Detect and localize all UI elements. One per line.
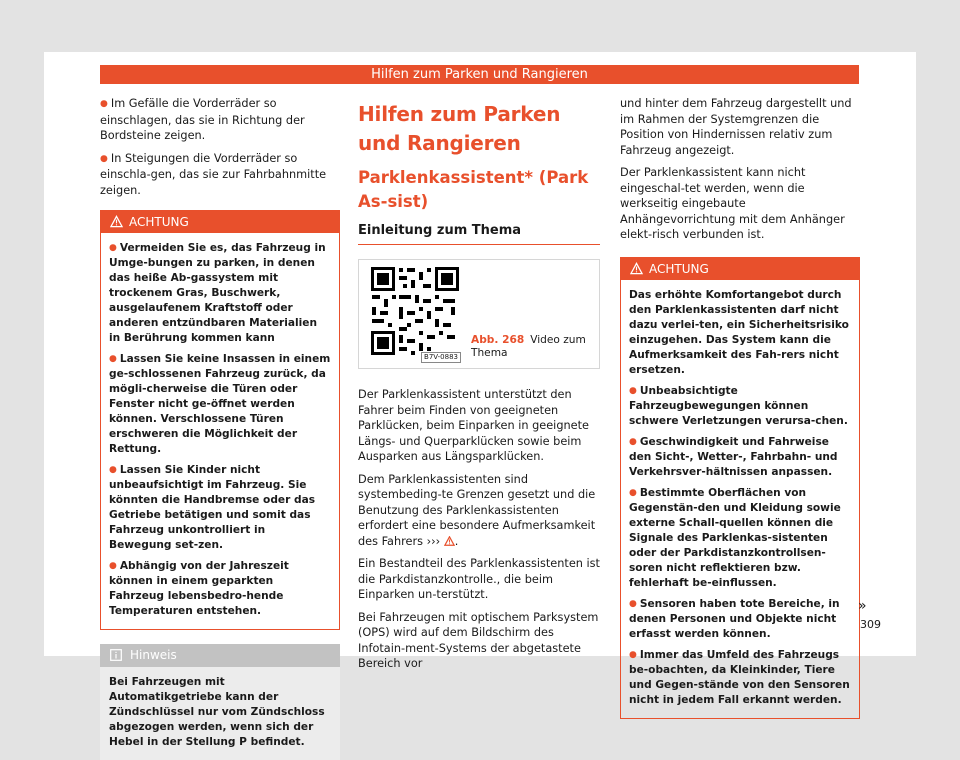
warning-triangle-icon [110,215,123,228]
warning-title: ACHTUNG [649,261,709,276]
column-left [100,96,340,760]
warning-header [621,258,859,280]
list-item: ● In Steigungen die Vorderräder so einschla-gen, das sie zur Fahrbahnmitte zeigen. [100,151,327,197]
list-item: ● Abhängig von der Jahreszeit können in einem geparkten Fahrzeug lebensbedro-hende Temperaturen entstehen. [109,560,289,617]
hint-header [100,644,340,667]
paragraph: Bei Fahrzeugen mit optischem Parksystem (OPS) wird auf dem Bildschirm des Infotain-ment-Systems der abgetastete Bereich vor [358,610,599,670]
running-header: Hilfen zum Parken und Rangieren [100,65,859,84]
list-item: ● Immer das Umfeld des Fahrzeugs be-obachten, da Kleinkinder, Tiere und Gegen-stände von den Sensoren nicht in jedem Fall erkannt werden. [629,648,850,706]
figure-video[interactable] [358,259,600,369]
paragraph: und hinter dem Fahrzeug dargestellt und im Rahmen der Systemgrenzen die Position von Hindernissen relativ zum Fahrzeug angezeigt. [620,97,852,157]
list-item: ● Sensoren haben tote Bereiche, in denen Personen und Objekte nicht erfasst werden können. [629,597,840,640]
list-item: ● Lassen Sie Kinder nicht unbeaufsichtigt im Fahrzeug. Sie könnten die Handbremse oder das Getriebe betätigen und somit das Fahrzeug unkontrolliert in Bewegung set-zen. [109,464,316,551]
hint-text: Bei Fahrzeugen mit Automatikgetriebe kann der Zündschlüssel nur vom Zündschloss abgezogen werden, wenn sich der Hebel in der Stellung P befindet. [109,676,325,748]
paragraph: Der Parklenkassistent unterstützt den Fahrer beim Finden von geeigneten Parklücken, beim Einparken in geeignete Längs- und Querparklücken sowie beim Ausparken aus Längsparklücken. [358,388,589,463]
warning-box [620,257,860,719]
list-item: ● Unbeabsichtigte Fahrzeugbewegungen können schwere Verletzungen verursa-chen. [629,384,848,427]
hint-box [100,644,340,760]
section-title: Hilfen zum Parken und Rangieren [358,102,561,155]
warning-box [100,210,340,630]
column-right [620,96,860,719]
paragraph: Ein Bestandteil des Parklenkassistenten ist die Parkdistanzkontrolle., die beim Einparken un-terstützt. [358,557,600,601]
caption-text: Video zum Thema [471,334,586,359]
page-number: 309 [860,618,881,631]
body-text [358,387,600,672]
info-icon [110,649,122,661]
list-item: ● Geschwindigkeit und Fahrweise den Sicht-, Wetter-, Fahrbahn- und Verkehrsver-hältnissen anpassen. [629,435,838,478]
column-middle [358,96,600,679]
figure-number: Abb. 268 [471,334,525,346]
paragraph: Dem Parklenkassistenten sind systembeding-te Grenzen gesetzt und die Benutzung des Parklenkassistenten erfordert eine besondere Aufmerksamkeit des Fahrers ››› . [358,472,596,548]
hint-title: Hinweis [130,648,177,662]
warning-body [101,233,339,629]
list-item: ● Im Gefälle die Vorderräder so einschlagen, das sie in Richtung der Bordsteine zeigen. [100,97,305,142]
reference-marker[interactable]: ››› [426,534,441,548]
subsection-title: Parklenkassistent* (Park As-sist) [358,168,589,211]
bullet-text: In Steigungen die Vorderräder so einschla-gen, das sie zur Fahrbahnmitte zeigen. [100,151,327,197]
list-item: ● Lassen Sie keine Insassen in einem ge-schlossenen Fahrzeug zurück, da mögli-cherweise die Türen oder Fenster nicht ge-öffnet werden können. Verschlossene Türen erschweren die Möglichkeit der Rettung. [109,353,331,455]
paragraph: Der Parklenkassistent kann nicht eingeschal-tet werden, wenn die werkseitig eingebaute Anhängevorrichtung mit dem Anhänger elekt-risch verbunden ist. [620,166,845,241]
warning-triangle-icon [630,262,643,275]
warning-body [621,280,859,718]
qr-code[interactable] [369,265,461,363]
bullet-text: Im Gefälle die Vorderräder so einschlagen, das sie in Richtung der Bordsteine zeigen. [100,97,305,142]
continue-marker: » [858,598,867,614]
topic-heading: Einleitung zum Thema [358,222,600,245]
figure-caption [471,334,596,360]
list-item: ● Bestimmte Oberflächen von Gegenstän-den und Kleidung sowie externe Schall-quellen können die Signale des Parklenkas-sistenten oder der Parkdistanzkontrollsen-soren nicht reflektieren bzw. fehlerhaft be-einflussen. [629,486,841,589]
qr-code-icon [369,265,461,363]
warning-header [101,211,339,233]
warning-intro: Das erhöhte Komfortangebot durch den Parklenkassistenten darf nicht dazu verlei-ten, ein Sicherheitsrisiko einzugehen. Das System kann die Aufmerksamkeit des Fah-rers nicht ersetzen. [629,288,849,376]
figure-code: B7V-0883 [421,352,461,363]
list-item: ● Vermeiden Sie es, das Fahrzeug in Umge-bungen zu parken, in denen das heiße Ab-gassystem mit trockenem Gras, Buschwerk, ausgelaufenem Kraftstoff oder anderen entzündbaren Materialien in Berührung kommen kann [109,242,326,344]
warning-triangle-icon [444,536,455,546]
warning-title: ACHTUNG [129,215,189,229]
